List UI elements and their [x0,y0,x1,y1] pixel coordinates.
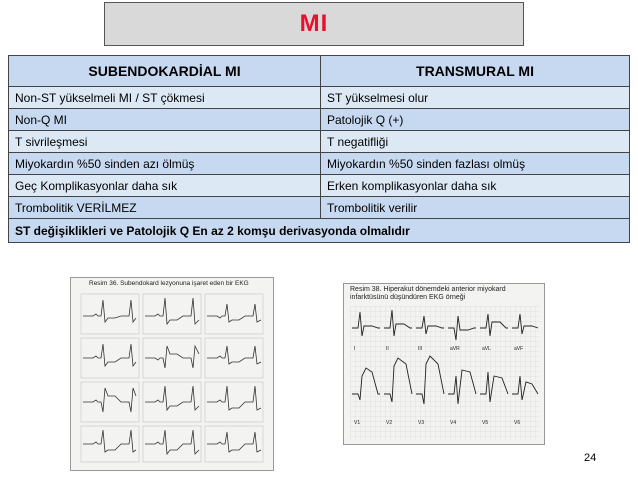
table-row [9,197,630,219]
cell-subendo: Geç Komplikasyonlar daha sık [9,175,321,197]
lead-label: aVR [450,346,460,352]
ecg-image-subendocardial [70,277,274,471]
cell-subendo: Miyokardın %50 sinden azı ölmüş [9,153,321,175]
lead-label: V1 [354,420,361,426]
cell-subendo: Non-ST yükselmeli MI / ST çökmesi [9,87,321,109]
page-number: 24 [584,452,597,464]
lead-label: aVL [482,346,491,352]
comparison-table [8,55,630,243]
lead-label: V2 [386,420,393,426]
cell-subendo: Trombolitik VERİLMEZ [9,197,321,219]
ecg-tracings-right [350,306,540,440]
table-row [9,109,630,131]
title-box [104,2,524,46]
table-footer-row [9,219,630,243]
cell-transmural: Miyokardın %50 sinden fazlası olmüş [321,153,630,175]
lead-label: aVF [514,346,524,352]
cell-transmural: ST yükselmesi olur [321,87,630,109]
lead-label: V4 [450,420,457,426]
lead-label: V3 [418,420,425,426]
table-row [9,131,630,153]
lead-label: III [418,346,423,352]
cell-transmural: Patolojik Q (+) [321,109,630,131]
ecg-caption-left: Resim 36. Subendokard lezyonuna işaret eden bir EKG [89,280,249,287]
cell-transmural: Erken komplikasyonlar daha sık [321,175,630,197]
lead-label: I [354,346,356,352]
cell-subendo: Non-Q MI [9,109,321,131]
cell-transmural: T negatifliği [321,131,630,153]
ecg-caption-right: Resim 38. Hiperakut dönemdeki anterior miyokard infarktüsünü düşündüren EKG örneği [350,286,506,301]
ecg-tracings-left [79,292,265,464]
lead-label: V5 [482,420,489,426]
header-transmural: TRANSMURAL MI [321,56,630,87]
table-row [9,175,630,197]
table-header-row [9,56,630,87]
lead-label: V6 [514,420,521,426]
slide-title: MI [299,10,329,37]
cell-subendo: T sivrileşmesi [9,131,321,153]
table-row [9,87,630,109]
header-subendocardial: SUBENDOKARDİAL MI [9,56,321,87]
lead-label: II [386,346,389,352]
table-footer-note: ST değişiklikleri ve Patolojik Q En az 2 komşu derivasyonda olmalıdır [9,219,630,243]
table-row [9,153,630,175]
ecg-image-transmural [343,283,545,445]
cell-transmural: Trombolitik verilir [321,197,630,219]
